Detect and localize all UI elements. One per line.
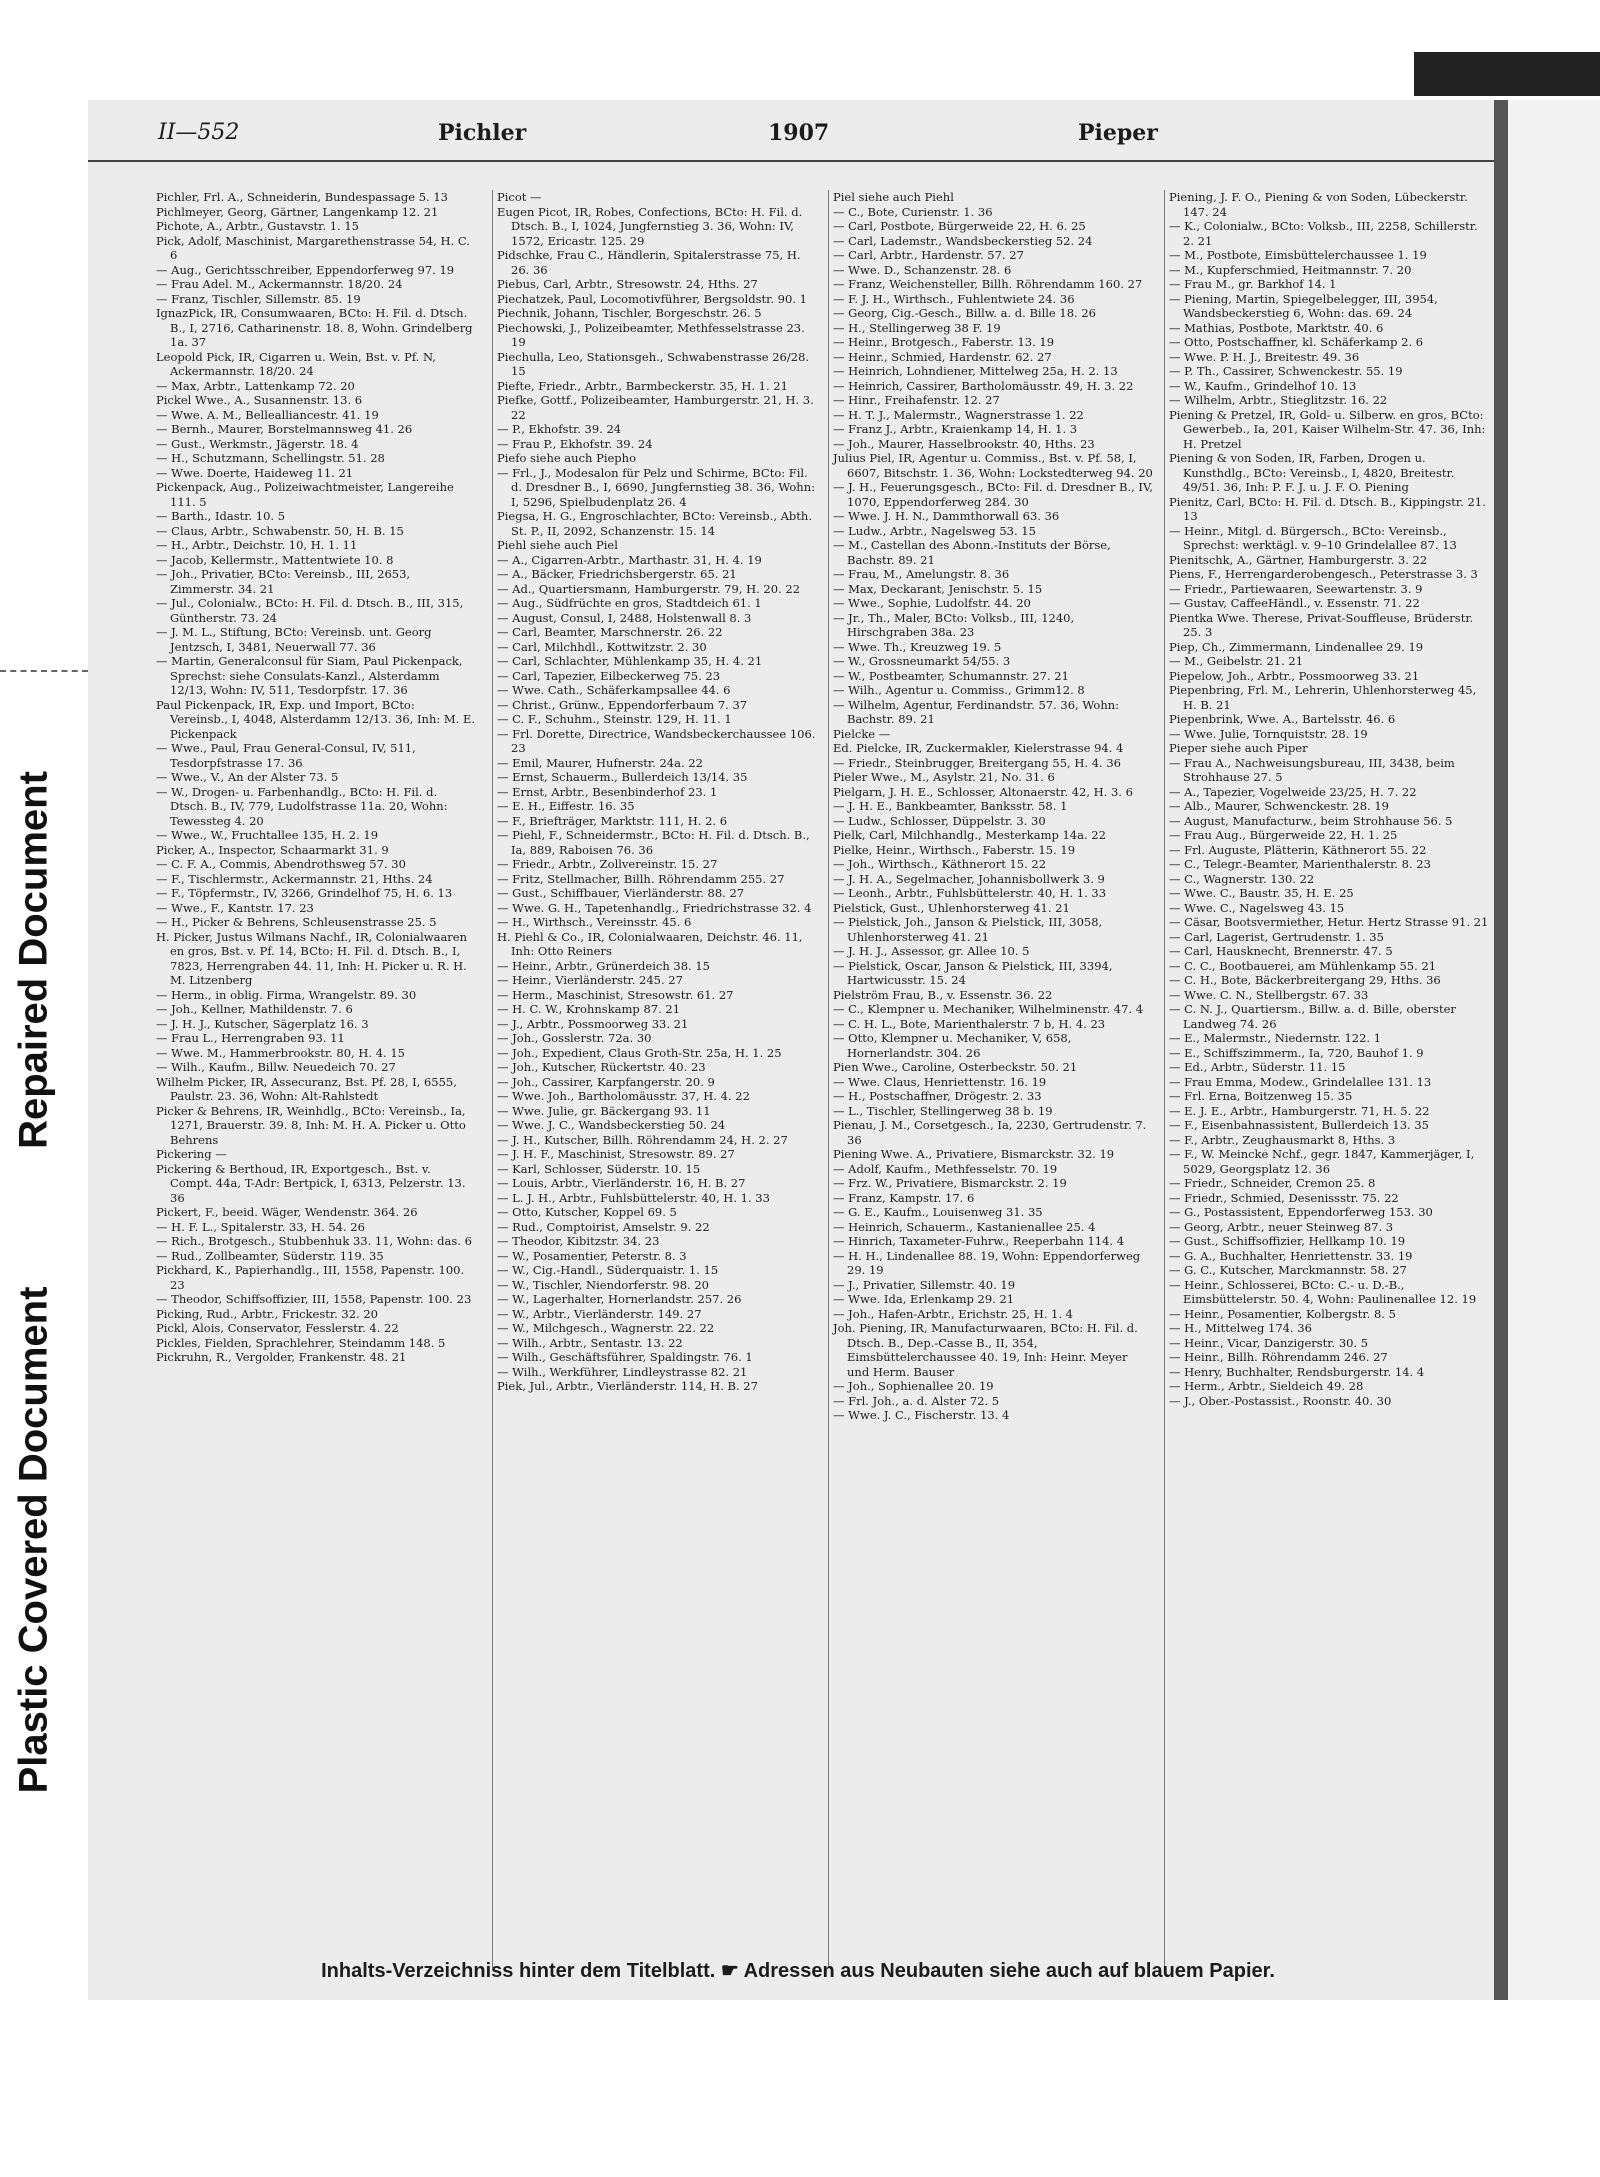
- directory-entry: — Joh., Gosslerstr. 72a. 30: [497, 1031, 652, 1045]
- directory-entry: — Wwe. J. H. N., Dammthorwall 63. 36: [833, 509, 1060, 523]
- directory-entry: IgnazPick, IR, Consumwaaren, BCto: H. Fil. d. Dtsch. B., I, 2716, Catharinenstr. 18. 8, Wohn. Grindelberg 1a. 37: [156, 306, 473, 349]
- directory-entry: — H., Postschaffner, Drögestr. 2. 33: [833, 1089, 1042, 1103]
- directory-entry: — Heinr., Schlosserei, BCto: C.- u. D.-B., Eimsbüttelerstr. 50. 4, Wohn: Paulinenallee 12. 19: [1169, 1277, 1477, 1306]
- directory-entry: — W., Cig.-Handl., Süderquaistr. 1. 15: [497, 1263, 719, 1277]
- directory-entry: Piepenbrink, Wwe. A., Bartelsstr. 46. 6: [1169, 712, 1396, 726]
- directory-entry: — Friedr., Partiewaaren, Seewartenstr. 3. 9: [1169, 581, 1423, 596]
- directory-entry: — A., Bäcker, Friedrichsbergerstr. 65. 21: [497, 567, 737, 581]
- header-last-word: Pieper: [1078, 120, 1158, 146]
- directory-entry: — G., Postassistent, Eppendorferweg 153. 30: [1169, 1205, 1433, 1219]
- directory-entry: — Wwe. J. C., Fischerstr. 13. 4: [833, 1408, 1010, 1422]
- directory-entry: Pick, Adolf, Maschinist, Margarethenstrasse 54, H. C. 6: [156, 233, 470, 262]
- directory-entry: Picking, Rud., Arbtr., Frickestr. 32. 20: [156, 1306, 378, 1321]
- directory-columns: [156, 190, 1504, 1968]
- directory-entry: — Otto, Postschaffner, kl. Schäferkamp 2. 6: [1169, 335, 1424, 349]
- directory-entry: Piening, J. F. O., Piening & von Soden, Lübeckerstr. 147. 24: [1169, 190, 1468, 219]
- directory-entry: — Wwe. C. N., Stellbergstr. 67. 33: [1169, 987, 1369, 1002]
- directory-entry: Pientka Wwe. Therese, Privat-Souffleuse, Brüderstr. 25. 3: [1169, 610, 1474, 639]
- directory-entry: Pichote, A., Arbtr., Gustavstr. 1. 15: [156, 219, 359, 233]
- directory-entry: Pieler Wwe., M., Asylstr. 21, No. 31. 6: [833, 770, 1055, 784]
- directory-entry: — Otto, Klempner u. Mechaniker, V, 658, Hornerlandstr. 304. 26: [833, 1031, 1072, 1060]
- directory-entry: — Carl, Hausknecht, Brennerstr. 47. 5: [1169, 944, 1393, 958]
- directory-entry: — Wwe. Ida, Erlenkamp 29. 21: [833, 1292, 1015, 1306]
- directory-entry: — E. J. E., Arbtr., Hamburgerstr. 71, H. 5. 22: [1169, 1103, 1430, 1118]
- directory-entry: — A., Cigarren-Arbtr., Marthastr. 31, H. 4. 19: [497, 552, 762, 567]
- directory-entry: Pickl, Alois, Conservator, Fesslerstr. 4. 22: [156, 1321, 399, 1335]
- directory-entry: — Wwe. Th., Kreuzweg 19. 5: [833, 639, 1002, 654]
- directory-entry: — P. Th., Cassirer, Schwenckestr. 55. 19: [1169, 364, 1403, 378]
- directory-entry: — Claus, Arbtr., Schwabenstr. 50, H. B. 15: [156, 523, 404, 538]
- directory-entry: — Rud., Zollbeamter, Süderstr. 119. 35: [156, 1248, 384, 1263]
- directory-entry: — Wwe. M., Hammerbrookstr. 80, H. 4. 15: [156, 1045, 405, 1060]
- directory-entry: Piechnik, Johann, Tischler, Borgeschstr. 26. 5: [497, 306, 762, 320]
- directory-entry: — H. C. W., Krohnskamp 87. 21: [497, 1002, 681, 1016]
- directory-entry: Pielgarn, J. H. E., Schlosser, Altonaerstr. 42, H. 3. 6: [833, 784, 1133, 799]
- directory-entry: — Georg, Arbtr., neuer Steinweg 87. 3: [1169, 1219, 1394, 1234]
- directory-entry: — Ernst, Schauerm., Bullerdeich 13/14. 35: [497, 770, 748, 784]
- directory-entry: Pichlmeyer, Georg, Gärtner, Langenkamp 12. 21: [156, 204, 439, 219]
- directory-entry: — J., Ober.-Postassist., Roonstr. 40. 30: [1169, 1393, 1392, 1408]
- directory-entry: — M., Postbote, Eimsbüttelerchaussee 1. 19: [1169, 248, 1427, 262]
- directory-entry: Pielke, Heinr., Wirthsch., Faberstr. 15. 19: [833, 842, 1076, 857]
- directory-entry: — Frau P., Ekhofstr. 39. 24: [497, 436, 653, 451]
- directory-entry: — F., Arbtr., Zeughausmarkt 8, Hths. 3: [1169, 1132, 1396, 1147]
- directory-entry: Pidschke, Frau C., Händlerin, Spitalerstrasse 75, H. 26. 36: [497, 248, 801, 277]
- directory-entry: Pickering —: [156, 1147, 227, 1161]
- directory-entry: — C. C., Bootbauerei, am Mühlenkamp 55. 21: [1169, 958, 1437, 973]
- directory-entry: Pickenpack, Aug., Polizeiwachtmeister, Langereihe 111. 5: [156, 480, 454, 509]
- directory-entry: — Carl, Tapezier, Eilbeckerweg 75. 23: [497, 668, 721, 683]
- directory-entry: — Wwe., F., Kantstr. 17. 23: [156, 900, 314, 915]
- directory-entry: Piegsa, H. G., Engroschlachter, BCto: Vereinsb., Abth. St. P., II, 2092, Schanzenstr. 15. 14: [497, 509, 812, 538]
- directory-entry: Piening & Pretzel, IR, Gold- u. Silberw. en gros, BCto: Gewerbeb., Ia, 201, Kaiser Wilhelm-Str. 47. 36, Inh: H. Pretzel: [1169, 407, 1486, 451]
- directory-entry: — Max, Arbtr., Lattenkamp 72. 20: [156, 378, 355, 393]
- directory-entry: — Gustav, CaffeeHändl., v. Essenstr. 71. 22: [1169, 596, 1420, 610]
- directory-entry: — Wilh., Geschäftsführer, Spaldingstr. 76. 1: [497, 1350, 753, 1364]
- directory-entry: — Gust., Schiffsoffizier, Hellkamp 10. 19: [1169, 1234, 1406, 1248]
- directory-entry: — Max, Deckarant, Jenischstr. 5. 15: [833, 581, 1043, 596]
- directory-entry: Pickhard, K., Papierhandlg., III, 1558, Papenstr. 100. 23: [156, 1263, 465, 1292]
- header-first-word: Pichler: [438, 120, 527, 146]
- directory-entry: — W., Drogen- u. Farbenhandlg., BCto: H. Fil. d. Dtsch. B., IV, 779, Ludolfstrasse 11a. 20, Wohn: Tewessteg 4. 20: [156, 784, 448, 828]
- directory-entry: — Franz, Tischler, Sillemstr. 85. 19: [156, 291, 361, 306]
- directory-entry: — Wwe. Julie, Tornquiststr. 28. 19: [1169, 726, 1368, 741]
- directory-entry: Pickel Wwe., A., Susannenstr. 13. 6: [156, 393, 363, 407]
- header-year: 1907: [768, 120, 830, 146]
- directory-entry: — H., Stellingerweg 38 F. 19: [833, 320, 1001, 335]
- directory-entry: — C. H. L., Bote, Marienthalerstr. 7 b, H. 4. 23: [833, 1016, 1106, 1031]
- directory-entry: — Wilh., Kaufm., Billw. Neuedeich 70. 27: [156, 1060, 396, 1074]
- directory-entry: — H., Picker & Behrens, Schleusenstrasse 25. 5: [156, 915, 437, 929]
- directory-entry: Pielk, Carl, Milchhandlg., Mesterkamp 14a. 22: [833, 828, 1106, 842]
- directory-entry: — L., Tischler, Stellingerweg 38 b. 19: [833, 1103, 1053, 1118]
- directory-entry: — L. J. H., Arbtr., Fuhlsbüttelerstr. 40, H. 1. 33: [497, 1190, 770, 1205]
- repaired-document-stamp: [2, 700, 66, 1220]
- directory-entry: — J. H. E., Bankbeamter, Banksstr. 58. 1: [833, 799, 1068, 813]
- directory-entry: — Franz, Weichensteller, Billh. Röhrendamm 160. 27: [833, 277, 1143, 291]
- directory-entry: — H. H., Lindenallee 88. 19, Wohn: Eppendorferweg 29. 19: [833, 1248, 1141, 1277]
- directory-entry: — Joh., Sophienallee 20. 19: [833, 1379, 994, 1393]
- directory-entry: Leopold Pick, IR, Cigarren u. Wein, Bst. v. Pf. N, Ackermannstr. 18/20. 24: [156, 349, 436, 378]
- directory-entry: — M., Castellan des Abonn.-Instituts der Börse, Bachstr. 89. 21: [833, 538, 1111, 567]
- directory-entry: — Joh., Wirthsch., Käthnerort 15. 22: [833, 857, 1047, 871]
- directory-entry: Paul Pickenpack, IR, Exp. und Import, BCto: Vereinsb., I, 4048, Alsterdamm 12/13. 36, Inh: M. E. Pickenpack: [156, 697, 476, 741]
- directory-entry: Pienau, J. M., Corsetgesch., Ia, 2230, Gertrudenstr. 7. 36: [833, 1118, 1147, 1147]
- directory-entry: — Wwe. J. C., Wandsbeckerstieg 50. 24: [497, 1118, 726, 1132]
- directory-entry: — Heinr., Mitgl. d. Bürgersch., BCto: Vereinsb., Sprechst: werktägl. v. 9–10 Grindelallee 87. 13: [1169, 523, 1457, 552]
- directory-entry: — Herm., in oblig. Firma, Wrangelstr. 89. 30: [156, 987, 417, 1002]
- directory-entry: H. Picker, Justus Wilmans Nachf., IR, Colonialwaaren en gros, Bst. v. Pf. 14, BCto: H. Fil. d. Dtsch. B., I, 7823, Herrengraben 44. 11, Inh: H. Picker u. R. H. M. Litzenberg: [156, 929, 468, 987]
- directory-entry: — Heinr., Brotgesch., Faberstr. 13. 19: [833, 335, 1055, 349]
- directory-entry: — H., Arbtr., Deichstr. 10, H. 1. 11: [156, 538, 358, 552]
- directory-entry: — J. H., Kutscher, Billh. Röhrendamm 24, H. 2. 27: [497, 1132, 788, 1147]
- directory-entry: Julius Piel, IR, Agentur u. Commiss., Bst. v. Pf. 58, I, 6607, Bitschstr. 1. 36, Wohn: Lockstedterweg 94. 20: [833, 451, 1153, 480]
- directory-entry: — Wwe., V., An der Alster 73. 5: [156, 770, 339, 784]
- directory-entry: — H., Mittelweg 174. 36: [1169, 1321, 1312, 1335]
- directory-entry: Piehl siehe auch Piel: [497, 538, 618, 552]
- directory-entry: — Wwe. C., Nagelsweg 43. 15: [1169, 900, 1345, 915]
- directory-entry: Picker, A., Inspector, Schaarmarkt 31. 9: [156, 842, 389, 857]
- repaired-document-label: Repaired Document: [11, 771, 56, 1149]
- black-tab-marker: [1414, 52, 1600, 96]
- directory-entry: — Frau M., gr. Barkhof 14. 1: [1169, 277, 1337, 291]
- directory-entry: — Frau, M., Amelungstr. 8. 36: [833, 567, 1010, 581]
- directory-entry: — W., Kaufm., Grindelhof 10. 13: [1169, 378, 1357, 393]
- directory-entry: — Heinr., Vicar, Danzigerstr. 30. 5: [1169, 1335, 1369, 1350]
- directory-entry: Piechulla, Leo, Stationsgeh., Schwabenstrasse 26/28. 15: [497, 349, 810, 378]
- directory-entry: — Wwe. C., Baustr. 35, H. E. 25: [1169, 886, 1354, 900]
- directory-entry: Piepelow, Joh., Arbtr., Possmoorweg 33. 21: [1169, 668, 1420, 683]
- directory-entry: — Herm., Arbtr., Sieldeich 49. 28: [1169, 1379, 1364, 1393]
- directory-entry: — J. H. J., Kutscher, Sägerplatz 16. 3: [156, 1016, 369, 1031]
- directory-entry: — Georg, Cig.-Gesch., Billw. a. d. Bille 18. 26: [833, 306, 1096, 320]
- page-edge-shadow: [1494, 100, 1508, 2000]
- directory-entry: — F., Tischlermstr., Ackermannstr. 21, Hths. 24: [156, 871, 433, 886]
- directory-entry: — Ernst, Arbtr., Besenbinderhof 23. 1: [497, 784, 718, 799]
- directory-entry: — Henry, Buchhalter, Rendsburgerstr. 14. 4: [1169, 1364, 1425, 1379]
- next-page-edge: [1508, 100, 1600, 2000]
- directory-entry: Pielström Frau, B., v. Essenstr. 36. 22: [833, 987, 1053, 1002]
- directory-entry: — W., Grossneumarkt 54/55. 3: [833, 654, 1011, 668]
- directory-entry: — Karl, Schlosser, Süderstr. 10. 15: [497, 1161, 701, 1176]
- directory-entry: — Joh., Kutscher, Rückertstr. 40. 23: [497, 1060, 706, 1074]
- directory-entry: Pieper siehe auch Piper: [1169, 741, 1308, 755]
- directory-entry: — Wwe. Claus, Henriettenstr. 16. 19: [833, 1074, 1047, 1089]
- directory-entry: — E., Malermstr., Niedernstr. 122. 1: [1169, 1031, 1382, 1045]
- directory-entry: — M., Kupferschmied, Heitmannstr. 7. 20: [1169, 262, 1412, 277]
- directory-entry: — Wilhelm, Arbtr., Stieglitzstr. 16. 22: [1169, 393, 1388, 407]
- directory-entry: — G. C., Kutscher, Marckmannstr. 58. 27: [1169, 1263, 1407, 1277]
- directory-entry: — Pielstick, Joh., Janson & Pielstick, III, 3058, Uhlenhorsterweg 41. 21: [833, 915, 1103, 944]
- directory-entry: — F., Eisenbahnassistent, Bullerdeich 13. 35: [1169, 1118, 1429, 1132]
- directory-entry: — Wilh., Werkführer, Lindleystrasse 82. 21: [497, 1364, 748, 1379]
- directory-entry: Pickert, F., beeid. Wäger, Wendenstr. 364. 26: [156, 1205, 418, 1219]
- directory-entry: — August, Consul, I, 2488, Holstenwall 8. 3: [497, 610, 752, 625]
- column-2: [492, 190, 817, 1968]
- directory-entry: — W., Lagerhalter, Hornerlandstr. 257. 26: [497, 1292, 742, 1306]
- directory-entry: Piep, Ch., Zimmermann, Lindenallee 29. 19: [1169, 639, 1424, 654]
- directory-entry: — P., Ekhofstr. 39. 24: [497, 422, 622, 436]
- directory-entry: — Joh., Privatier, BCto: Vereinsb., III, 2653, Zimmerstr. 34. 21: [156, 567, 411, 596]
- directory-entry: — Carl, Arbtr., Hardenstr. 57. 27: [833, 248, 1024, 262]
- directory-entry: H. Piehl & Co., IR, Colonialwaaren, Deichstr. 46. 11, Inh: Otto Reiners: [497, 929, 803, 958]
- directory-entry: — M., Geibelstr. 21. 21: [1169, 654, 1304, 668]
- directory-entry: — Joh., Hafen-Arbtr., Erichstr. 25, H. 1. 4: [833, 1306, 1074, 1321]
- directory-entry: — Friedr., Steinbrugger, Breitergang 55, H. 4. 36: [833, 755, 1121, 770]
- directory-entry: — August, Manufacturw., beim Strohhause 56. 5: [1169, 813, 1453, 828]
- directory-entry: — C., Wagnerstr. 130. 22: [1169, 871, 1315, 886]
- directory-entry: Eugen Picot, IR, Robes, Confections, BCto: H. Fil. d. Dtsch. B., I, 1024, Jungfernstieg 3. 36, Wohn: IV, 1572, Ericastr. 125. 29: [497, 204, 803, 248]
- directory-entry: — Rud., Comptoirist, Amselstr. 9. 22: [497, 1219, 710, 1234]
- directory-entry: Piening Wwe. A., Privatiere, Bismarckstr. 32. 19: [833, 1147, 1115, 1161]
- directory-entry: — Gust., Schiffbauer, Vierländerstr. 88. 27: [497, 886, 745, 900]
- directory-entry: — Frau L., Herrengraben 93. 11: [156, 1031, 345, 1045]
- directory-entry: — H. F. L., Spitalerstr. 33, H. 54. 26: [156, 1219, 365, 1234]
- directory-entry: — Ad., Quartiersmann, Hamburgerstr. 79, H. 20. 22: [497, 581, 801, 596]
- directory-entry: — Cäsar, Bootsvermiether, Hetur. Hertz Strasse 91. 21: [1169, 915, 1489, 929]
- directory-entry: Piel siehe auch Piehl: [833, 190, 954, 204]
- directory-entry: — Frl. Dorette, Directrice, Wandsbeckerchaussee 106. 23: [497, 726, 816, 755]
- directory-entry: — Christ., Grünw., Eppendorferbaum 7. 37: [497, 697, 748, 712]
- directory-entry: — Joh., Expedient, Claus Groth-Str. 25a, H. 1. 25: [497, 1045, 782, 1060]
- directory-entry: — Heinrich, Cassirer, Bartholomäusstr. 49, H. 3. 22: [833, 378, 1134, 393]
- directory-entry: — Heinr., Posamentier, Kolbergstr. 8. 5: [1169, 1306, 1396, 1321]
- directory-entry: — Wwe. Cath., Schäferkampsallee 44. 6: [497, 683, 731, 697]
- directory-entry: — Wwe., Sophie, Ludolfstr. 44. 20: [833, 596, 1031, 610]
- directory-entry: — Herm., Maschinist, Stresowstr. 61. 27: [497, 987, 734, 1002]
- directory-entry: Pienitschk, A., Gärtner, Hamburgerstr. 3. 22: [1169, 552, 1428, 567]
- directory-entry: — Frau Emma, Modew., Grindelallee 131. 13: [1169, 1074, 1432, 1089]
- directory-entry: — Heinr., Schmied, Hardenstr. 62. 27: [833, 349, 1052, 364]
- directory-entry: — Carl, Lagerist, Gertrudenstr. 1. 35: [1169, 929, 1384, 944]
- directory-entry: Wilhelm Picker, IR, Assecuranz, Bst. Pf. 28, I, 6555, Paulstr. 23. 36, Wohn: Alt-Rahlstedt: [156, 1074, 457, 1103]
- directory-entry: — W., Tischler, Niendorferstr. 98. 20: [497, 1277, 709, 1292]
- directory-entry: Piechowski, J., Polizeibeamter, Methfesselstrasse 23. 19: [497, 320, 805, 349]
- directory-entry: — G. A., Buchhalter, Henriettenstr. 33. 19: [1169, 1248, 1413, 1263]
- directory-entry: — C. N. J., Quartiersm., Billw. a. d. Bille, oberster Landweg 74. 26: [1169, 1002, 1456, 1031]
- directory-entry: — Ludw., Schlosser, Düppelstr. 3. 30: [833, 813, 1046, 828]
- directory-entry: — Rich., Brotgesch., Stubbenhuk 33. 11, Wohn: das. 6: [156, 1234, 472, 1248]
- directory-entry: — Carl, Schlachter, Mühlenkamp 35, H. 4. 21: [497, 654, 763, 668]
- directory-entry: — Theodor, Kibitzstr. 34. 23: [497, 1234, 660, 1248]
- directory-entry: — C., Klempner u. Mechaniker, Wilhelminenstr. 47. 4: [833, 1002, 1144, 1016]
- directory-entry: — Heinrich, Schauerm., Kastanienallee 25. 4: [833, 1219, 1096, 1234]
- directory-entry: Piek, Jul., Arbtr., Vierländerstr. 114, H. B. 27: [497, 1379, 758, 1393]
- directory-entry: — J. H. A., Segelmacher, Johannisbollwerk 3. 9: [833, 871, 1105, 886]
- directory-entry: — Leonh., Arbtr., Fuhlsbüttelerstr. 40, H. 1. 33: [833, 886, 1107, 900]
- directory-entry: Piepenbring, Frl. M., Lehrerin, Uhlenhorsterweg 45, H. B. 21: [1169, 683, 1477, 712]
- directory-entry: — Wwe. G. H., Tapetenhandlg., Friedrichstrasse 32. 4: [497, 900, 812, 915]
- directory-entry: — Ludw., Arbtr., Nagelsweg 53. 15: [833, 523, 1036, 538]
- column-3: [828, 190, 1153, 1968]
- directory-entry: — Aug., Südfrüchte en gros, Stadtdeich 61. 1: [497, 596, 762, 610]
- directory-entry: — C. F., Schuhm., Steinstr. 129, H. 11. 1: [497, 712, 732, 726]
- directory-entry: — F., Briefträger, Marktstr. 111, H. 2. 6: [497, 813, 728, 828]
- directory-entry: — Gust., Werkmstr., Jägerstr. 18. 4: [156, 436, 359, 451]
- directory-entry: — Wwe. A. M., Bellealliancestr. 41. 19: [156, 407, 379, 422]
- directory-entry: — Franz, Kampstr. 17. 6: [833, 1190, 975, 1205]
- directory-entry: — W., Postbeamter, Schumannstr. 27. 21: [833, 668, 1069, 683]
- directory-entry: Piefte, Friedr., Arbtr., Barmbeckerstr. 35, H. 1. 21: [497, 378, 788, 393]
- directory-entry: — Friedr., Schmied, Desenissstr. 75. 22: [1169, 1190, 1399, 1205]
- directory-entry: — F., W. Meincke Nchf., gegr. 1847, Kammerjäger, I, 5029, Georgsplatz 12. 36: [1169, 1147, 1475, 1176]
- directory-entry: — Wilh., Arbtr., Sentastr. 13. 22: [497, 1335, 683, 1350]
- directory-entry: Picot —: [497, 190, 542, 204]
- directory-entry: — J. M. L., Stiftung, BCto: Vereinsb. unt. Georg Jentzsch, I, 3481, Neuerwall 77. 36: [156, 625, 432, 654]
- plastic-covered-stamp: [2, 1260, 66, 1820]
- directory-entry: Piefo siehe auch Piepho: [497, 451, 636, 465]
- cut-line: [0, 670, 88, 672]
- column-4: [1164, 190, 1489, 1968]
- directory-entry: — Wwe. Julie, gr. Bäckergang 93. 11: [497, 1103, 711, 1118]
- directory-entry: — Carl, Beamter, Marschnerstr. 26. 22: [497, 625, 723, 639]
- directory-entry: — C., Telegr.-Beamter, Marienthalerstr. 8. 23: [1169, 857, 1431, 871]
- directory-entry: — Heinr., Billh. Röhrendamm 246. 27: [1169, 1350, 1388, 1364]
- directory-entry: — Joh., Cassirer, Karpfangerstr. 20. 9: [497, 1074, 715, 1089]
- directory-entry: — Carl, Milchhdl., Kottwitzstr. 2. 30: [497, 639, 707, 654]
- directory-entry: Ed. Pielcke, IR, Zuckermakler, Kielerstrasse 94. 4: [833, 741, 1124, 755]
- directory-entry: — Heinr., Vierländerstr. 245. 27: [497, 973, 683, 987]
- directory-entry: — Alb., Maurer, Schwenckestr. 28. 19: [1169, 799, 1389, 813]
- directory-entry: — C. H., Bote, Bäckerbreitergang 29, Hths. 36: [1169, 973, 1441, 987]
- directory-entry: Piechatzek, Paul, Locomotivführer, Bergsoldstr. 90. 1: [497, 291, 807, 306]
- directory-entry: — Adolf, Kaufm., Methfesselstr. 70. 19: [833, 1161, 1058, 1176]
- directory-entry: — Louis, Arbtr., Vierländerstr. 16, H. B. 27: [497, 1176, 746, 1190]
- directory-entry: — Otto, Kutscher, Koppel 69. 5: [497, 1205, 677, 1219]
- directory-entry: — Frl., J., Modesalon für Pelz und Schirme, BCto: Fil. d. Dresdner B., I, 6690, Jungfernstieg 38. 36, Wohn: I, 5296, Spielbudenplatz 26. 4: [497, 465, 815, 509]
- directory-entry: — Piening, Martin, Spiegelbelegger, III, 3954, Wandsbeckerstieg 6, Wohn: das. 69. 24: [1169, 291, 1438, 320]
- directory-entry: — G. E., Kaufm., Louisenweg 31. 35: [833, 1205, 1043, 1219]
- directory-entry: — Jul., Colonialw., BCto: H. Fil. d. Dtsch. B., III, 315, Güntherstr. 73. 24: [156, 596, 464, 625]
- page-number: II—552: [158, 120, 240, 145]
- directory-entry: — Jr., Th., Maler, BCto: Volksb., III, 1240, Hirschgraben 38a. 23: [833, 610, 1075, 639]
- directory-entry: Pienitz, Carl, BCto: H. Fil. d. Dtsch. B., Kippingstr. 21. 13: [1169, 494, 1486, 523]
- directory-entry: — H., Schutzmann, Schellingstr. 51. 28: [156, 451, 385, 465]
- directory-entry: — Aug., Gerichtsschreiber, Eppendorferweg 97. 19: [156, 262, 455, 277]
- directory-entry: Piebus, Carl, Arbtr., Stresowstr. 24, Hths. 27: [497, 277, 758, 291]
- page-header: [88, 100, 1508, 162]
- directory-entry: — C., Bote, Curienstr. 1. 36: [833, 204, 993, 219]
- directory-entry: Pielcke —: [833, 726, 891, 741]
- directory-entry: — Wwe. P. H. J., Breitestr. 49. 36: [1169, 349, 1360, 364]
- directory-entry: — Mathias, Postbote, Marktstr. 40. 6: [1169, 320, 1384, 335]
- directory-entry: Piening & von Soden, IR, Farben, Drogen u. Kunsthdlg., BCto: Vereinsb., I, 4820, Breitestr. 49/51. 36, Inh: P. F. J. u. J. F. O. Piening: [1169, 451, 1455, 494]
- directory-entry: — Emil, Maurer, Hufnerstr. 24a. 22: [497, 755, 703, 770]
- directory-entry: — Hinr., Freihafenstr. 12. 27: [833, 393, 1000, 407]
- directory-entry: — E. H., Eiffestr. 16. 35: [497, 799, 635, 813]
- page-footer: Inhalts-Verzeichniss hinter dem Titelblatt. ☛ Adressen aus Neubauten siehe auch auf blauem Papier.: [321, 1960, 1275, 1982]
- directory-entry: — Wwe. Doerte, Haideweg 11. 21: [156, 465, 354, 480]
- directory-entry: Pickruhn, R., Vergolder, Frankenstr. 48. 21: [156, 1350, 407, 1364]
- directory-entry: Pickering & Berthoud, IR, Exportgesch., Bst. v. Compt. 44a, T-Adr: Bertpick, I, 6313, Pelzerstr. 13. 36: [156, 1161, 466, 1205]
- directory-entry: — Franz J., Arbtr., Kraienkamp 14, H. 1. 3: [833, 422, 1078, 436]
- directory-entry: — Wwe., W., Fruchtallee 135, H. 2. 19: [156, 828, 379, 842]
- directory-entry: — Wilh., Agentur u. Commiss., Grimm12. 8: [833, 683, 1085, 697]
- directory-entry: — Frau Aug., Bürgerweide 22, H. 1. 25: [1169, 828, 1398, 842]
- directory-entry: — Fritz, Stellmacher, Billh. Röhrendamm 255. 27: [497, 871, 785, 886]
- directory-entry: — W., Arbtr., Vierländerstr. 149. 27: [497, 1306, 702, 1321]
- directory-entry: — Wwe., Paul, Frau General-Consul, IV, 511, Tesdorpfstrasse 17. 36: [156, 741, 416, 770]
- directory-entry: — Martin, Generalconsul für Siam, Paul Pickenpack, Sprechst: siehe Consulats-Kanzl., Alsterdamm 12/13, Wohn: IV, 511, Tesdorpfstr. 17. 36: [156, 654, 463, 697]
- directory-entry: — W., Posamentier, Peterstr. 8. 3: [497, 1248, 687, 1263]
- column-1: [156, 190, 476, 1968]
- directory-entry: — Frau A., Nachweisungsbureau, III, 3438, beim Strohhause 27. 5: [1169, 755, 1455, 784]
- directory-entry: — Heinr., Arbtr., Grünerdeich 38. 15: [497, 958, 710, 973]
- directory-entry: — J. H. J., Assessor, gr. Allee 10. 5: [833, 944, 1030, 958]
- directory-entry: — Frau Adel. M., Ackermannstr. 18/20. 24: [156, 277, 403, 291]
- directory-entry: — Frl. Joh., a. d. Alster 72. 5: [833, 1393, 1000, 1408]
- directory-entry: — Ed., Arbtr., Süderstr. 11. 15: [1169, 1060, 1346, 1074]
- directory-entry: — Bernh., Maurer, Borstelmannsweg 41. 26: [156, 422, 413, 436]
- directory-entry: — Friedr., Arbtr., Zollvereinstr. 15. 27: [497, 857, 718, 871]
- directory-entry: — Theodor, Schiffsoffizier, III, 1558, Papenstr. 100. 23: [156, 1292, 472, 1306]
- directory-entry: Picker & Behrens, IR, Weinhdlg., BCto: Vereinsb., Ia, 1271, Brauerstr. 39. 8, Inh: M. H. A. Picker u. Otto Behrens: [156, 1103, 466, 1147]
- directory-entry: — Carl, Lademstr., Wandsbeckerstieg 52. 24: [833, 233, 1093, 248]
- directory-entry: — Heinrich, Lohndiener, Mittelweg 25a, H. 2. 13: [833, 364, 1118, 378]
- plastic-covered-label: Plastic Covered Document: [11, 1286, 56, 1794]
- directory-entry: — E., Schiffszimmerm., Ia, 720, Bauhof 1. 9: [1169, 1045, 1424, 1060]
- directory-entry: — Joh., Maurer, Hasselbrookstr. 40, Hths. 23: [833, 436, 1095, 451]
- directory-entry: — Frl. Erna, Boitzenweg 15. 35: [1169, 1089, 1353, 1103]
- directory-entry: — W., Milchgesch., Wagnerstr. 22. 22: [497, 1321, 715, 1335]
- directory-entry: Pielstick, Gust., Uhlenhorsterweg 41. 21: [833, 900, 1070, 915]
- directory-entry: Pickles, Fielden, Sprachlehrer, Steindamm 148. 5: [156, 1335, 446, 1350]
- directory-entry: — F. J. H., Wirthsch., Fuhlentwiete 24. 36: [833, 291, 1075, 306]
- directory-entry: — Carl, Postbote, Bürgerweide 22, H. 6. 25: [833, 219, 1086, 233]
- directory-entry: Pien Wwe., Caroline, Osterbeckstr. 50. 21: [833, 1060, 1078, 1074]
- directory-entry: — Friedr., Schneider, Cremon 25. 8: [1169, 1176, 1376, 1190]
- directory-entry: Piens, F., Herrengarderobengesch., Peterstrasse 3. 3: [1169, 567, 1478, 581]
- directory-entry: Pichler, Frl. A., Schneiderin, Bundespassage 5. 13: [156, 190, 448, 204]
- directory-page: [88, 100, 1511, 2000]
- directory-entry: — Wwe. Joh., Bartholomäusstr. 37, H. 4. 22: [497, 1089, 750, 1103]
- directory-entry: — H., Wirthsch., Vereinsstr. 45. 6: [497, 915, 692, 929]
- directory-entry: — Joh., Kellner, Mathildenstr. 7. 6: [156, 1002, 353, 1016]
- directory-entry: — F., Töpfermstr., IV, 3266, Grindelhof 75, H. 6. 13: [156, 886, 453, 900]
- directory-entry: — A., Tapezier, Vogelweide 23/25, H. 7. 22: [1169, 784, 1417, 799]
- directory-entry: — Wilhelm, Agentur, Ferdinandstr. 57. 36, Wohn: Bachstr. 89. 21: [833, 697, 1120, 726]
- directory-entry: — K., Colonialw., BCto: Volksb., III, 2258, Schillerstr. 2. 21: [1169, 219, 1478, 248]
- directory-entry: — J., Privatier, Sillemstr. 40. 19: [833, 1277, 1016, 1292]
- directory-entry: — J. H., Feuerungsgesch., BCto: Fil. d. Dresdner B., IV, 1070, Eppendorferweg 284. 30: [833, 480, 1153, 509]
- directory-entry: Joh. Piening, IR, Manufacturwaaren, BCto: H. Fil. d. Dtsch. B., Dep.-Casse B., II, 354, Eimsbüttelerchaussee 40. 19, Inh: Heinr. Meyer und Herm. Bauser: [833, 1321, 1138, 1379]
- directory-entry: — Piehl, F., Schneidermstr., BCto: H. Fil. d. Dtsch. B., Ia, 889, Raboisen 76. 36: [497, 828, 810, 857]
- directory-entry: — Wwe. D., Schanzenstr. 28. 6: [833, 262, 1012, 277]
- directory-entry: — C. F. A., Commis, Abendrothsweg 57. 30: [156, 857, 406, 871]
- directory-entry: — Jacob, Kellermstr., Mattentwiete 10. 8: [156, 552, 394, 567]
- directory-entry: Piefke, Gottf., Polizeibeamter, Hamburgerstr. 21, H. 3. 22: [497, 393, 814, 422]
- directory-entry: — Frz. W., Privatiere, Bismarckstr. 2. 19: [833, 1176, 1067, 1190]
- directory-entry: — Hinrich, Taxameter-Fuhrw., Reeperbahn 114. 4: [833, 1234, 1125, 1248]
- directory-entry: — Frl. Auguste, Plätterin, Käthnerort 55. 22: [1169, 842, 1427, 857]
- directory-entry: — J. H. F., Maschinist, Stresowstr. 89. 27: [497, 1147, 735, 1161]
- directory-entry: — Barth., Idastr. 10. 5: [156, 509, 286, 523]
- directory-entry: — J., Arbtr., Possmoorweg 33. 21: [497, 1016, 689, 1031]
- directory-entry: — H. T. J., Malermstr., Wagnerstrasse 1. 22: [833, 407, 1084, 422]
- directory-entry: — Pielstick, Oscar, Janson & Pielstick, III, 3394, Hartwicusstr. 15. 24: [833, 958, 1113, 987]
